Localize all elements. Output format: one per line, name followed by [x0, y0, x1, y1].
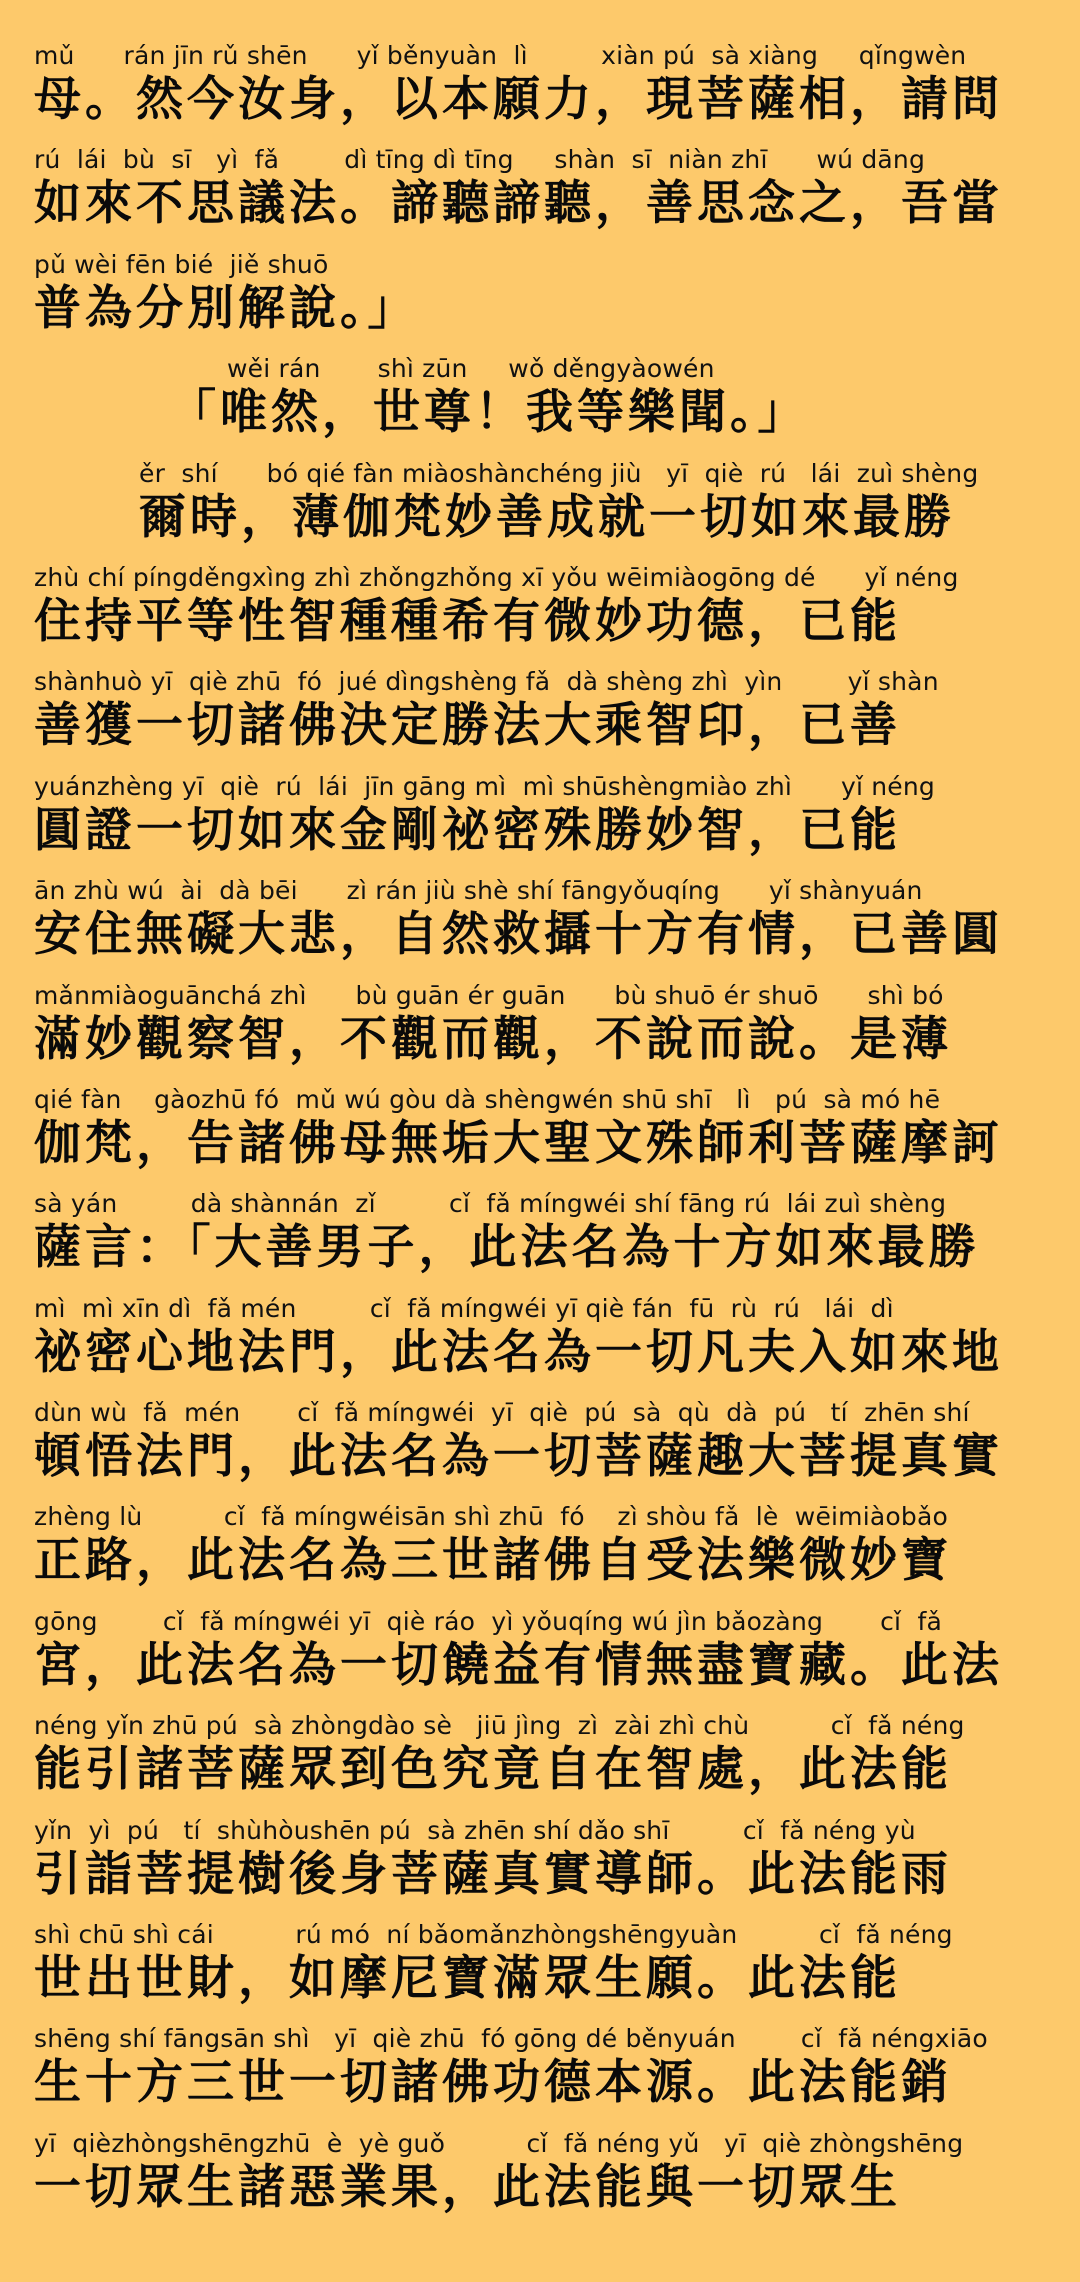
pinyin-annotation: dùn wù fǎ mén cǐ fǎ míngwéi yī qiè pú sà qù dà pú tí zhēn shí [34, 1398, 970, 1428]
pinyin-annotation: shì chū shì cái rú mó ní bǎomǎnzhòngshēngyuàn cǐ fǎ néng [34, 1920, 953, 1950]
pinyin-annotation: zhù chí píngděngxìng zhì zhǒngzhǒng xī yǒu wēimiàogōng dé yǐ néng [34, 562, 959, 592]
verse-line-6 [34, 562, 1050, 666]
chinese-text: 善獲一切諸佛決定勝法大乘智印，已善 [34, 698, 901, 754]
chinese-text: 世出世財，如摩尼寶滿眾生願。此法能 [34, 1951, 901, 2007]
verse-line-19 [34, 1919, 1050, 2023]
pinyin-annotation: gōng cǐ fǎ míngwéi yī qiè ráo yì yǒuqíng wú jìn bǎozàng cǐ fǎ [34, 1606, 942, 1636]
chinese-text: 安住無礙大悲，自然救攝十方有情，已善圓 [34, 907, 1003, 963]
pinyin-annotation: yī qièzhòngshēngzhū è yè guǒ cǐ fǎ néng yǔ yī qiè zhòngshēng [34, 2128, 964, 2158]
chinese-text: 母。然今汝身，以本願力，現菩薩相，請問 [34, 72, 1003, 127]
chinese-text: 圓證一切如來金剛祕密殊勝妙智，已能 [34, 802, 901, 858]
verse-line-16 [34, 1606, 1050, 1710]
chinese-text: 伽梵，告諸佛母無垢大聖文殊師利菩薩摩訶 [34, 1115, 1003, 1171]
verse-line-3 [34, 249, 1050, 353]
verse-line-5 [34, 458, 1050, 562]
chinese-text: 祕密心地法門，此法名為一切凡夫入如來地 [34, 1324, 1003, 1380]
verse-line-12 [34, 1188, 1050, 1292]
chinese-text: 「唯然，世尊！我等樂聞。」 [169, 385, 809, 441]
chinese-text: 一切眾生諸惡業果，此法能與一切眾生 [34, 2159, 901, 2215]
chinese-text: 滿妙觀察智，不觀而觀，不說而說。是薄 [34, 1011, 952, 1067]
verse-line-21 [34, 2128, 1050, 2232]
pinyin-annotation: mǎnmiàoguānchá zhì bù guān ér guān bù shuō ér shuō shì bó [34, 980, 944, 1010]
chinese-text: 正路，此法名為三世諸佛自受法樂微妙寶 [34, 1533, 952, 1589]
verse-line-13 [34, 1293, 1050, 1397]
pinyin-annotation: yuánzhèng yī qiè rú lái jīn gāng mì mì shūshèngmiào zhì yǐ néng [34, 771, 935, 801]
pinyin-annotation: shànhuò yī qiè zhū fó jué dìngshèng fǎ dà shèng zhì yìn yǐ shàn [34, 667, 939, 697]
pinyin-annotation: ěr shí bó qié fàn miàoshànchéng jiù yī qiè rú lái zuì shèng [139, 458, 979, 488]
pinyin-annotation: sà yán dà shànnán zǐ cǐ fǎ míngwéi shí fāng rú lái zuì shèng [34, 1189, 947, 1219]
verse-line-10 [34, 980, 1050, 1084]
verse-line-2 [34, 144, 1050, 248]
pinyin-annotation: mǔ rán jīn rǔ shēn yǐ běnyuàn lì xiàn pú sà xiàng qǐngwèn [34, 41, 967, 70]
pinyin-annotation: mì mì xīn dì fǎ mén cǐ fǎ míngwéi yī qiè fán fū rù rú lái dì [34, 1293, 894, 1323]
pinyin-annotation: rú lái bù sī yì fǎ dì tīng dì tīng shàn sī niàn zhī wú dāng [34, 145, 926, 175]
chinese-text: 生十方三世一切諸佛功德本源。此法能銷 [34, 2055, 952, 2111]
verse-line-7 [34, 666, 1050, 770]
chinese-text: 引詣菩提樹後身菩薩真實導師。此法能雨 [34, 1846, 952, 1902]
verse-line-20 [34, 2023, 1050, 2127]
verse-line-1 [34, 40, 1050, 144]
chinese-text: 普為分別解說。」 [34, 280, 419, 336]
pinyin-annotation: zhèng lù cǐ fǎ míngwéisān shì zhū fó zì shòu fǎ lè wēimiàobǎo [34, 1502, 948, 1532]
chinese-text: 薩言：「大善男子，此法名為十方如來最勝 [34, 1220, 980, 1276]
verse-line-18 [34, 1815, 1050, 1919]
verse-line-8 [34, 771, 1050, 875]
chinese-text: 能引諸菩薩眾到色究竟自在智處，此法能 [34, 1742, 952, 1798]
chinese-text: 宮，此法名為一切饒益有情無盡寶藏。此法 [34, 1637, 1003, 1693]
chinese-text: 如來不思議法。諦聽諦聽，善思念之，吾當 [34, 176, 1003, 232]
verse-line-17 [34, 1710, 1050, 1814]
pinyin-annotation: qié fàn gàozhū fó mǔ wú gòu dà shèngwén shū shī lì pú sà mó hē [34, 1084, 941, 1114]
verse-line-15 [34, 1501, 1050, 1605]
pinyin-annotation: ān zhù wú ài dà bēi zì rán jiù shè shí fāngyǒuqíng yǐ shànyuán [34, 876, 923, 906]
pinyin-annotation: wěi rán shì zūn wǒ děngyàowén [227, 354, 715, 384]
verse-line-4 [34, 353, 1050, 457]
pinyin-annotation: néng yǐn zhū pú sà zhòngdào sè jiū jìng zì zài zhì chù cǐ fǎ néng [34, 1711, 965, 1741]
verse-line-9 [34, 875, 1050, 979]
pinyin-annotation: pǔ wèi fēn bié jiě shuō [34, 249, 329, 279]
chinese-text: 爾時，薄伽梵妙善成就一切如來最勝 [139, 489, 955, 545]
chinese-text: 頓悟法門，此法名為一切菩薩趣大菩提真實 [34, 1429, 1003, 1485]
pinyin-annotation: shēng shí fāngsān shì yī qiè zhū fó gōng dé běnyuán cǐ fǎ néngxiāo [34, 2024, 988, 2054]
pinyin-annotation: yǐn yì pú tí shùhòushēn pú sà zhēn shí dǎo shī cǐ fǎ néng yù [34, 1815, 916, 1845]
chinese-text: 住持平等性智種種希有微妙功德，已能 [34, 593, 901, 649]
verse-line-11 [34, 1084, 1050, 1188]
verse-line-14 [34, 1397, 1050, 1501]
